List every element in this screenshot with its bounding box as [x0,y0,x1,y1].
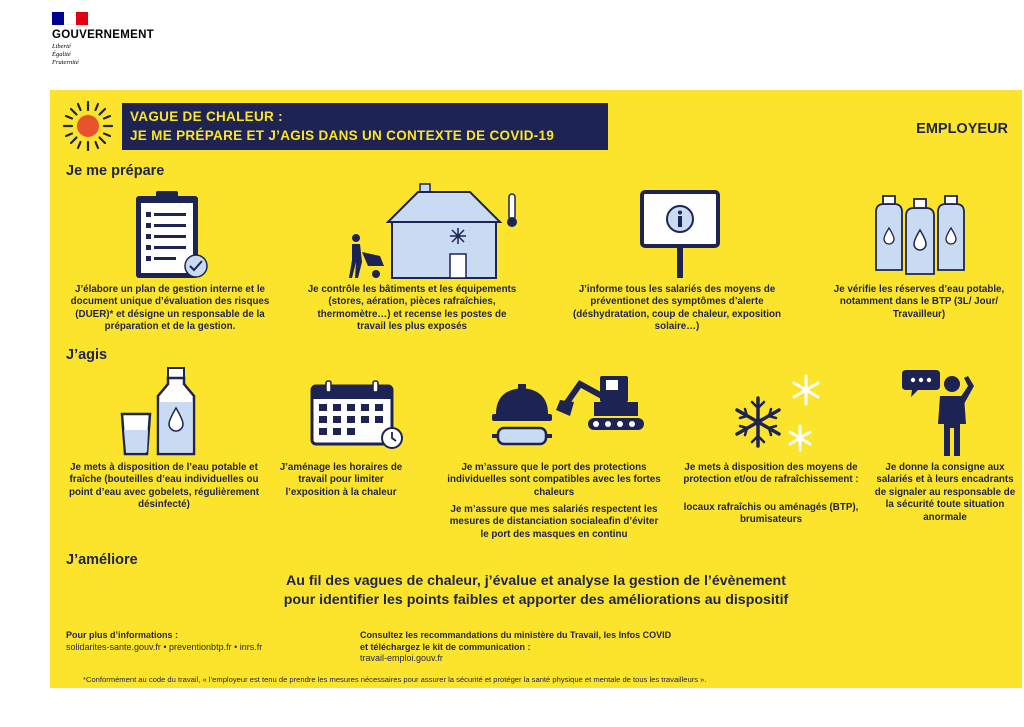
caption-agis-1: Je mets à disposition de l’eau potable et fraîche (bouteilles d’eau individuelles ou point d’eau avec gobelets, régulièrement désinfecté) [68,462,259,511]
motto [52,43,192,67]
sun-icon [62,100,114,152]
water-jugs-icon [872,194,970,276]
caption-agis-5: Je donne la consigne aux salariés et à leurs encadrants de signaler au responsable de la sécurité toute situation anormale [874,462,1016,523]
section-title-ameliore: J’améliore [66,552,138,568]
ameliore-line-1: Au fil des vagues de chaleur, j’évalue et analyse la gestion de l’évènement [286,573,786,589]
caption-prepare-1: J’élabore un plan de gestion interne et le document unique d’évaluation des risques (DUER)* et désigne un responsable de la préparation et de la gestion. [70,284,270,333]
flag-icon [52,12,88,25]
ameliore-line-2: pour identifier les points faibles et apporter des améliorations au dispositif [283,592,789,608]
caption-prepare-4: Je vérifie les réserves d’eau potable, notamment dans le BTP (3L/ Jour/ Travailleur) [833,284,1005,320]
caption-agis-3b: Je m’assure que mes salariés respectent les mesures de distanciation socialeafin d’éviter le port des masques en continu [449,504,659,540]
calendar-clock-icon [308,380,404,450]
info-sign-icon [638,188,722,280]
recommendations-line-1: Consultez les recommandations du ministère du Travail, les Infos COVID [360,630,672,640]
section-title-agis: J’agis [66,347,108,363]
title-line-2: JE ME PRÉPARE ET J’AGIS DANS UN CONTEXTE DE COVID-19 [130,128,555,143]
caption-agis-3a: Je m’assure que le port des protections individuelles sont compatibles avec les fortes chaleurs [447,462,661,498]
government-logo [52,12,192,67]
audience-label: EMPLOYEUR [916,121,1008,137]
motto-fraternite: Fraternité [52,59,79,66]
footnote: *Conformément au code du travail, « l’employeur est tenu de prendre les mesures nécessaires pour assurer la sécurité et protéger la santé physique et mentale de tous les travailleurs ». [83,675,707,684]
more-info-title: Pour plus d’informations : [66,630,178,640]
recommendations-link[interactable]: travail-emploi.gouv.fr [360,653,443,663]
ameliore-text [50,572,1022,610]
building-worker-icon [346,182,526,282]
caption-agis-4b: locaux rafraîchis ou aménagés (BTP), brumisateurs [683,502,859,526]
motto-egalite: Égalité [52,51,71,58]
motto-liberte: Liberté [52,43,71,50]
recommendations-line-2: et téléchargez le kit de communication : [360,641,531,652]
infographic-panel [50,90,1022,688]
recommendations-block [360,630,671,665]
snowflake-icon [730,372,830,460]
main-title [122,103,608,150]
helmet-excavator-icon [490,370,650,456]
caption-prepare-3: J’informe tous les salariés des moyens de préventionet des symptômes d’alerte (déshydratation, coup de chaleur, exposition solaire…) [573,284,781,333]
checklist-clipboard-icon [132,190,210,282]
more-info-links[interactable]: solidarites-sante.gouv.fr • preventionbtp.fr • inrs.fr [66,641,263,652]
caption-agis-4a: Je mets à disposition des moyens de protection et/ou de rafraîchissement : [683,462,859,486]
water-bottle-glass-icon [120,366,202,458]
title-line-1: VAGUE DE CHALEUR : [130,109,283,124]
person-phone-icon [902,366,978,458]
government-name: GOUVERNEMENT [52,29,154,41]
section-title-prepare: Je me prépare [66,163,165,179]
more-info-block [66,630,262,653]
caption-prepare-2: Je contrôle les bâtiments et les équipements (stores, aération, pièces rafraîchies, thermomètre…) et recense les postes de travail les plus exposés [307,284,517,333]
caption-agis-2: J’aménage les horaires de travail pour limiter l’exposition à la chaleur [279,462,403,498]
